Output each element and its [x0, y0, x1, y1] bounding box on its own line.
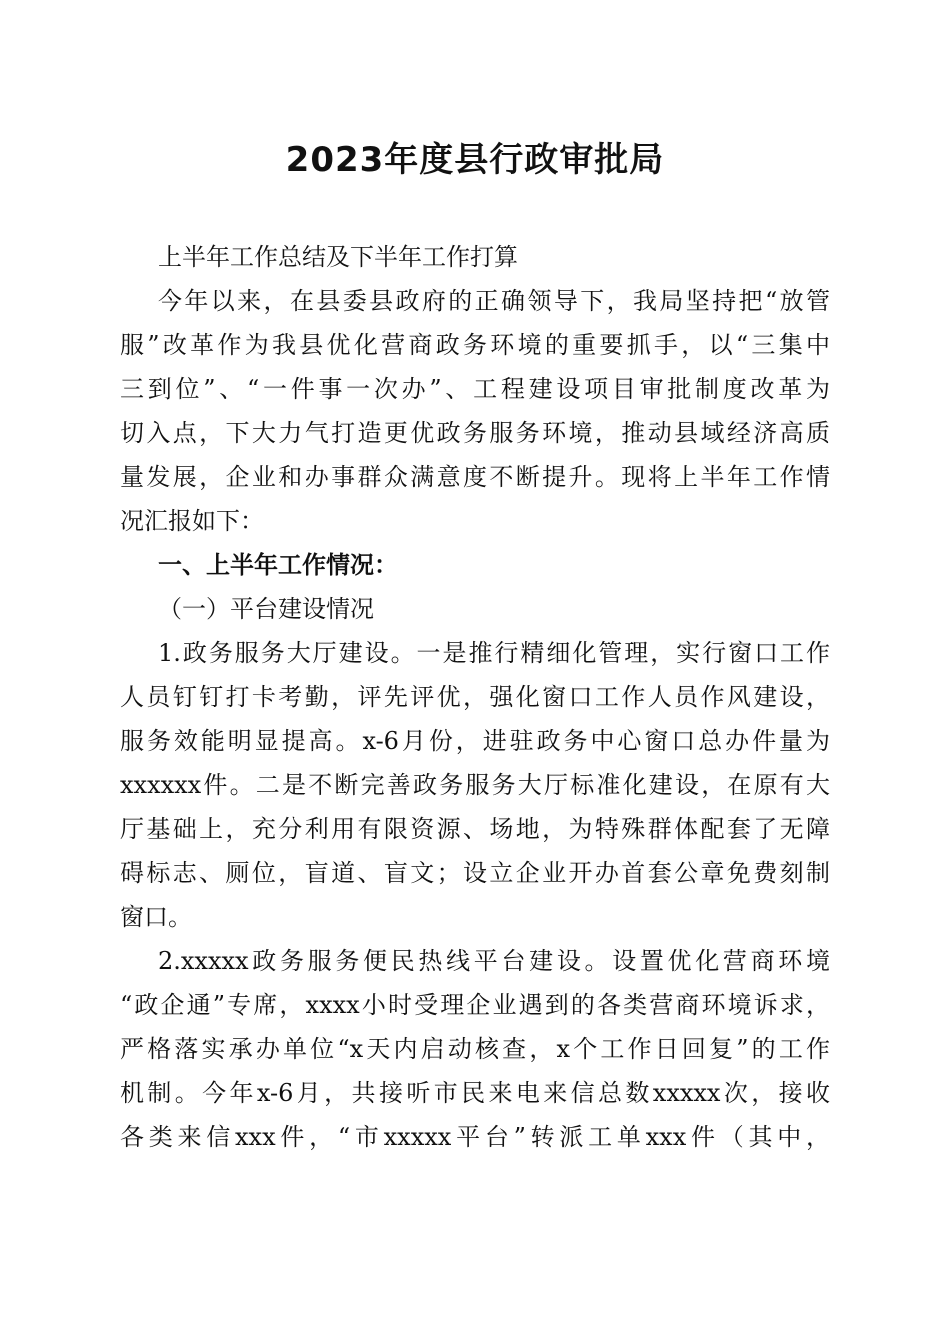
document-body — [120, 235, 830, 1159]
paragraph-line: 今年以来，在县委县政府的正确领导下，我局坚持把“放管 — [158, 287, 830, 315]
paragraph-line: xxxxxx件。二是不断完善政务服务大厅标准化建设，在原有大 — [120, 771, 830, 799]
document-title: 2023年度县行政审批局 — [285, 140, 665, 180]
paragraph-line: 三到位”、“一件事一次办”、工程建设项目审批制度改革为 — [120, 375, 830, 403]
paragraph-line: 况汇报如下： — [120, 507, 264, 535]
section-heading: 一、上半年工作情况： — [158, 551, 398, 579]
paragraph-line: 服”改革作为我县优化营商政务环境的重要抓手，以“三集中 — [120, 331, 830, 359]
paragraph-line: 各类来信xxx件，“市xxxxx平台”转派工单xxx件（其中， — [120, 1123, 830, 1151]
paragraph-line: 2.xxxxx政务服务便民热线平台建设。设置优化营商环境 — [158, 947, 830, 975]
paragraph-line: 服务效能明显提高。x-6月份，进驻政务中心窗口总办件量为 — [120, 727, 830, 755]
paragraph-line: 人员钉钉打卡考勤，评先评优，强化窗口工作人员作风建设， — [120, 683, 830, 711]
paragraph-line: 窗口。 — [120, 903, 192, 931]
paragraph-line: 机制。今年x-6月，共接听市民来电来信总数xxxxx次，接收 — [120, 1079, 830, 1107]
document-subtitle: 上半年工作总结及下半年工作打算 — [158, 243, 518, 271]
paragraph-line: 切入点，下大力气打造更优政务服务环境，推动县域经济高质 — [120, 419, 830, 447]
paragraph-line: 碍标志、厕位，盲道、盲文；设立企业开办首套公章免费刻制 — [120, 859, 830, 887]
paragraph-line: “政企通”专席，xxxx小时受理企业遇到的各类营商环境诉求， — [120, 991, 830, 1019]
paragraph-line: 量发展，企业和办事群众满意度不断提升。现将上半年工作情 — [120, 463, 830, 491]
paragraph-line: 厅基础上，充分利用有限资源、场地，为特殊群体配套了无障 — [120, 815, 830, 843]
subsection-heading: （一）平台建设情况 — [158, 595, 374, 623]
paragraph-line: 1.政务服务大厅建设。一是推行精细化管理，实行窗口工作 — [158, 639, 830, 667]
paragraph-line: 严格落实承办单位“x天内启动核查，x个工作日回复”的工作 — [120, 1035, 830, 1063]
